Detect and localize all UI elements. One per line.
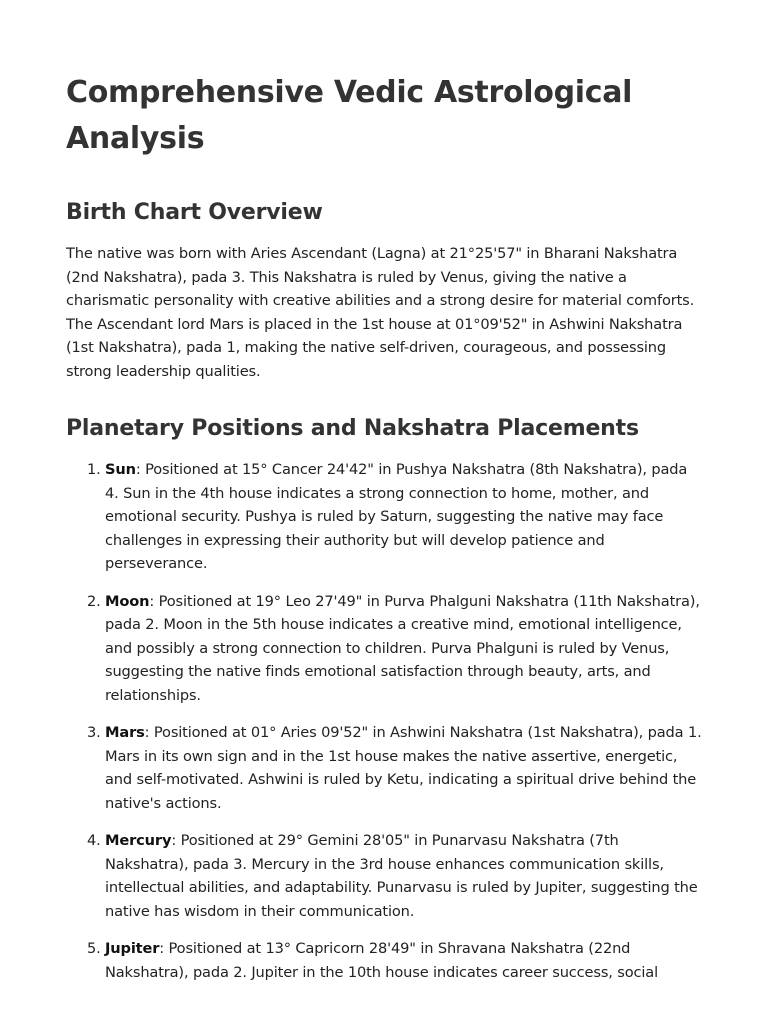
planet-name: Moon	[105, 592, 150, 610]
planet-name: Sun	[105, 461, 136, 478]
section-heading-birth-chart-overview: Birth Chart Overview	[66, 200, 323, 225]
planet-description: : Positioned at 19° Leo 27'49" in Purva Phalguni Nakshatra (11th Nakshatra), pada 2. Moon in the 5th house indicates a creative mind, emotional intelligence, and possibly a strong connection to children. Purva Phalguni is ruled by Venus, suggesting the native finds emotional satisfaction through beauty, arts, and relationships.	[105, 592, 700, 704]
planet-name: Mars	[105, 724, 145, 741]
list-item-mercury	[105, 829, 702, 923]
planet-name: Jupiter	[105, 940, 160, 957]
page-title: Comprehensive Vedic Astrological Analysis	[66, 75, 633, 156]
list-item-sun	[105, 458, 702, 576]
planet-description: : Positioned at 13° Capricorn 28'49" in Shravana Nakshatra (22nd Nakshatra), pada 2. Jupiter in the 10th house indicates career success, social	[105, 940, 658, 981]
list-item-moon	[105, 590, 702, 708]
list-item-mars	[105, 721, 702, 815]
planet-description: : Positioned at 01° Aries 09'52" in Ashwini Nakshatra (1st Nakshatra), pada 1. Mars in its own sign and in the 1st house makes the native assertive, energetic, and self-motivated. Ashwini is ruled by Ketu, indicating a spiritual drive behind the native's actions.	[105, 724, 702, 812]
planet-name: Mercury	[105, 832, 172, 849]
planet-description: : Positioned at 15° Cancer 24'42" in Pushya Nakshatra (8th Nakshatra), pada 4. Sun in the 4th house indicates a strong connection to home, mother, and emotional security. Pushya is ruled by Saturn, suggesting the native may face challenges in expressing their authority but will develop patience and perseverance.	[105, 461, 688, 572]
list-item-jupiter	[105, 937, 702, 984]
planet-description: : Positioned at 29° Gemini 28'05" in Punarvasu Nakshatra (7th Nakshatra), pada 3. Mercury in the 3rd house enhances communication skills, intellectual abilities, and adaptability. Punarvasu is ruled by Jupiter, suggesting the native has wisdom in their communication.	[105, 832, 698, 920]
section-heading-planetary-positions: Planetary Positions and Nakshatra Placements	[66, 416, 639, 441]
birth-chart-overview-paragraph: The native was born with Aries Ascendant (Lagna) at 21°25'57" in Bharani Nakshatra (2nd Nakshatra), pada 3. This Nakshatra is ruled by Venus, giving the native a charismatic personality with creative abilities and a strong desire for material comforts. The Ascendant lord Mars is placed in the 1st house at 01°09'52" in Ashwini Nakshatra (1st Nakshatra), pada 1, making the native self-driven, courageous, and possessing strong leadership qualities.	[66, 245, 695, 380]
planet-list	[66, 458, 702, 984]
